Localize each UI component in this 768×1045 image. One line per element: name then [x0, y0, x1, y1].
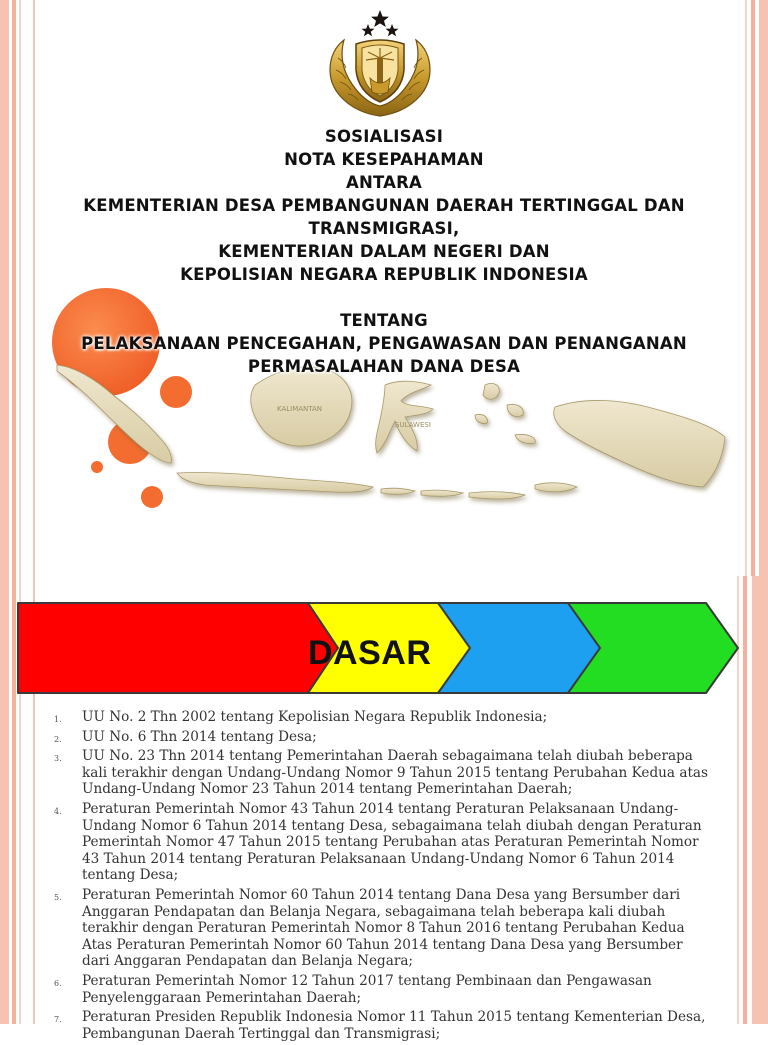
title-line: KEPOLISIAN NEGARA REPUBLIK INDONESIA: [180, 265, 588, 284]
slide-title-block: [40, 125, 728, 378]
title-line: KEMENTERIAN DESA PEMBANGUNAN DAERAH TERTINGGAL DAN: [83, 196, 685, 215]
subtitle-line: PERMASALAHAN DANA DESA: [247, 357, 521, 376]
list-number: 5.: [54, 892, 62, 902]
list-item: [50, 973, 710, 1006]
police-emblem-icon: [322, 8, 438, 120]
decor-stripe: [12, 0, 16, 576]
decor-stripe: [0, 0, 9, 576]
list-number: 1.: [54, 715, 62, 724]
list-item: [50, 1009, 710, 1042]
list-number: 4.: [54, 806, 62, 816]
decor-stripe: [751, 0, 755, 576]
list-number: 7.: [54, 1015, 62, 1025]
list-item: [50, 801, 710, 884]
list-text: UU No. 23 Thn 2014 tentang Pemerintahan Daerah sebagaimana telah diubah beberapa kali terakhir dengan Undang-Undang Nomor 9 Tahun 2015 tentang Perubahan Kedua atas Undang-Undang Nomor 23 Tahun 2014 tentang Pemerintahan Daerah;: [82, 748, 708, 798]
map-label: SULAWESI: [395, 421, 431, 429]
reference-list: [50, 709, 710, 1045]
subtitle-line: TENTANG: [340, 311, 428, 330]
list-text: Peraturan Pemerintah Nomor 43 Tahun 2014 tentang Peraturan Pelaksanaan Undang-Undang Nomor 6 Tahun 2014 tentang Desa, sebagaimana telah diubah dengan Peraturan Pemerintah Nomor 47 Tahun 2015 tentang Perubahan atas Peraturan Pemerintah Nomor 43 Tahun 2014 tentang Peraturan Pelaksanaan Undang-Undang Nomor 6 Tahun 2014 tentang Desa;: [82, 800, 702, 884]
list-text: UU No. 2 Thn 2002 tentang Kepolisian Negara Republik Indonesia;: [82, 709, 548, 725]
decor-stripe: [759, 0, 768, 576]
banner-title: DASAR: [308, 634, 432, 672]
list-text: UU No. 6 Thn 2014 tentang Desa;: [82, 728, 317, 745]
title-line: SOSIALISASI: [324, 127, 444, 146]
list-text: Peraturan Pemerintah Nomor 12 Tahun 2017 tentang Pembinaan dan Pengawasan Penyelenggaraan Pemerintahan Daerah;: [82, 972, 652, 1006]
list-number: 6.: [54, 978, 62, 988]
decor-stripe: [745, 0, 747, 576]
list-item: [50, 729, 710, 746]
decor-stripe: [743, 576, 747, 1024]
title-line: TRANSMIGRASI,: [308, 219, 460, 238]
decor-stripe: [752, 576, 768, 1024]
map-label: KALIMANTAN: [277, 405, 323, 413]
list-text: Peraturan Presiden Republik Indonesia Nomor 11 Tahun 2015 tentang Kementerian Desa, Pembangunan Daerah Tertinggal dan Transmigrasi;: [82, 1009, 706, 1042]
title-line: KEMENTERIAN DALAM NEGERI DAN: [218, 242, 550, 261]
list-text: Peraturan Pemerintah Nomor 60 Tahun 2014 tentang Dana Desa yang Bersumber dari Anggaran Pendapatan dan Belanja Negara, sebagaimana telah beberapa kali diubah terakhir dengan Peraturan Pemerintah Nomor 8 Tahun 2016 tentang Perubahan Kedua Atas Peraturan Pemerintah Nomor 60 Tahun 2014 tentang Dana Desa yang Bersumber dari Anggaran Pendapatan dan Belanja Negara;: [82, 886, 685, 970]
list-item: [50, 887, 710, 970]
decor-stripe: [19, 0, 21, 576]
decor-stripe: [33, 0, 35, 576]
decor-stripe: [0, 576, 9, 1024]
title-line: NOTA KESEPAHAMAN: [284, 150, 484, 169]
list-item: [50, 748, 710, 798]
arrow-chevron-red: [18, 603, 338, 693]
subtitle-line: PELAKSANAAN PENCEGAHAN, PENGAWASAN DAN PENANGANAN: [81, 334, 687, 353]
list-number: 2.: [54, 734, 62, 744]
title-line: ANTARA: [346, 173, 422, 192]
slide-dasar: [0, 576, 768, 1042]
list-number: 3.: [54, 754, 62, 764]
list-item: [50, 709, 710, 726]
